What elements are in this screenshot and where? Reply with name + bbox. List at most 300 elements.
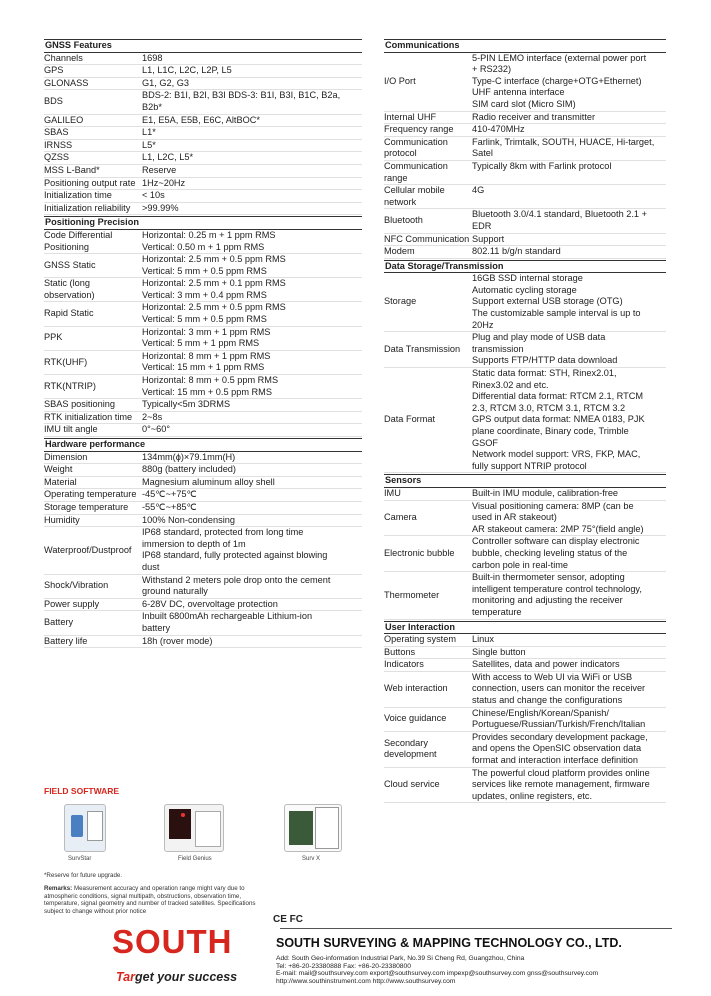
spec-label: QZSS (44, 152, 70, 163)
spec-label: Secondary development (384, 737, 437, 760)
spec-label: Waterproof/Dustproof (44, 544, 132, 555)
spec-label: SBAS (44, 127, 69, 138)
spec-row (384, 161, 666, 185)
spec-value-line: Type-C interface (charge+OTG+Ethernet) (472, 75, 642, 86)
spec-value-line: Vertical: 15 mm + 0.5 ppm RMS (142, 386, 272, 397)
phone-fax: Tel: +86-20-23380888 Fax: +86-20-23380800 (276, 962, 411, 970)
spec-label: GALILEO (44, 114, 84, 125)
south-logo: SOUTH (112, 923, 233, 960)
section-header-comms: Communications (384, 39, 666, 53)
spec-row (384, 137, 666, 161)
spec-value (472, 659, 666, 671)
spec-value-line: + RS232) (472, 64, 512, 75)
spec-label: Initialization reliability (44, 202, 131, 213)
spec-value-line: Controller software can display electronic (472, 536, 640, 547)
spec-label: GPS (44, 65, 64, 76)
spec-value-line: G1, G2, G3 (142, 77, 189, 88)
spec-row (44, 611, 362, 635)
spec-row (44, 412, 362, 425)
spec-label: Data Format (384, 414, 436, 425)
spec-row (44, 527, 362, 574)
spec-value-line: dust (142, 561, 160, 572)
spec-row (44, 375, 362, 399)
spec-value-line: Magnesium aluminum alloy shell (142, 476, 275, 487)
spec-row (384, 185, 666, 209)
spec-value-line: E1, E5A, E5B, E6C, AltBOC* (142, 114, 260, 125)
spec-value (142, 203, 362, 215)
spec-row (44, 78, 362, 91)
spec-value-line: -55℃~+85℃ (142, 501, 197, 512)
spec-row (384, 501, 666, 537)
spec-row (384, 672, 666, 708)
spec-label: Static (long observation) (44, 278, 95, 300)
spec-value-line: updates, online registers, etc. (472, 790, 593, 801)
spec-label: Initialization time (44, 190, 112, 201)
spec-row (384, 209, 666, 233)
spec-value (472, 185, 666, 208)
spec-row (44, 575, 362, 599)
section-header-precision: Positioning Precision (44, 216, 362, 230)
spec-label: NFC Communication (384, 233, 470, 244)
spec-row (44, 230, 362, 254)
spec-value-line: Radio receiver and transmitter (472, 111, 596, 122)
spec-value-line: battery (142, 622, 171, 633)
spec-label: Communication range (384, 160, 448, 183)
spec-label: SBAS positioning (44, 399, 115, 410)
spec-value-line: Differential data format: RTCM 2.1, RTCM (472, 391, 644, 402)
spec-value-line: B2b* (142, 101, 162, 112)
company-contact (276, 955, 598, 985)
surv-x-screenshot (284, 804, 342, 852)
spec-value (472, 246, 666, 258)
section-header-gnss: GNSS Features (44, 39, 362, 53)
spec-label: Modem (384, 246, 415, 257)
spec-value-line: Static data format: STH, Rinex2.01, (472, 368, 617, 379)
emails: E-mail: mail@southsurvey.com export@southsurvey.com impexp@southsurvey.com gnss@southsurvey.com (276, 970, 599, 978)
footnotes (44, 872, 274, 915)
spec-value (142, 424, 362, 436)
spec-value-line: -45℃~+75℃ (142, 489, 197, 500)
spec-value (142, 152, 362, 164)
spec-row (44, 599, 362, 612)
spec-value-line: GPS output data format: NMEA 0183, PJK (472, 414, 645, 425)
spec-value-line: temperature (472, 606, 522, 617)
spec-value-line: and opens the OpenSIC observation data (472, 743, 642, 754)
spec-row (44, 302, 362, 326)
spec-value-line: format and interaction interface definition (472, 755, 638, 766)
spec-value-line: 802.11 b/g/n standard (472, 246, 561, 257)
right-spec-column (384, 38, 666, 803)
spec-label: RTK(UHF) (44, 356, 88, 367)
spec-row (44, 515, 362, 528)
spec-value-line: Single button (472, 646, 526, 657)
spec-value-line: The powerful cloud platform provides online (472, 767, 650, 778)
spec-value (472, 161, 666, 184)
spec-row (44, 140, 362, 153)
spec-value-line: Satel (472, 148, 493, 159)
spec-value (142, 327, 362, 350)
spec-value-line: bubble, checking leveling status of the (472, 547, 628, 558)
spec-row (44, 489, 362, 502)
spec-value-line: With access to Web UI via WiFi or USB (472, 671, 633, 682)
spec-value-line: Bluetooth 3.0/4.1 standard, Bluetooth 2.1 + (472, 209, 647, 220)
spec-value (472, 647, 666, 659)
spec-label: Code Differential Positioning (44, 229, 113, 252)
spec-value-line: connection, users can monitor the receiver (472, 683, 646, 694)
spec-row (44, 327, 362, 351)
spec-value-line: L1* (142, 127, 156, 138)
spec-value (142, 254, 362, 277)
address: Add: South Geo-information Industrial Park, No.39 Si Cheng Rd, Guangzhou, China (276, 955, 525, 962)
spec-label: Frequency range (384, 124, 454, 135)
spec-label: Cellular mobile network (384, 185, 445, 207)
spec-value-line: < 10s (142, 190, 165, 201)
spec-value-line: 1Hz~20Hz (142, 177, 186, 188)
spec-value (472, 768, 666, 803)
spec-label: IMU (384, 487, 401, 498)
spec-row (384, 647, 666, 660)
spec-row (384, 536, 666, 572)
spec-value-line: Withstand 2 meters pole drop onto the cement (142, 574, 331, 585)
spec-row (44, 351, 362, 375)
spec-value (142, 78, 362, 90)
remarks (44, 885, 274, 915)
spec-value-line: Visual positioning camera: 8MP (can be (472, 500, 634, 511)
spec-value (142, 399, 362, 411)
field-software-title: FIELD SOFTWARE (44, 786, 120, 796)
spec-label: Communication protocol (384, 136, 448, 159)
spec-value-line: 410-470MHz (472, 124, 525, 135)
spec-value-line: immersion to depth of 1m (142, 538, 246, 549)
spec-row (384, 572, 666, 619)
spec-value (472, 572, 666, 618)
spec-label: GNSS Static (44, 259, 96, 270)
spec-value (142, 477, 362, 489)
spec-row (44, 165, 362, 178)
tagline: Target your success (116, 970, 238, 984)
spec-value-line: 134mm(ϕ)×79.1mm(H) (142, 451, 236, 462)
spec-value (142, 515, 362, 527)
spec-value-line: Rinex3.02 and etc. (472, 379, 549, 390)
spec-label: RTK(NTRIP) (44, 380, 96, 391)
spec-value-line: Vertical: 5 mm + 0.5 ppm RMS (142, 265, 267, 276)
spec-row (44, 254, 362, 278)
spec-value-line: SIM card slot (Micro SIM) (472, 98, 576, 109)
spec-row (44, 203, 362, 216)
certification-marks: CE FC (273, 914, 303, 925)
spec-value-line: Chinese/English/Korean/Spanish/ (472, 707, 609, 718)
spec-value (142, 527, 362, 573)
remarks-label: Remarks: (44, 885, 73, 893)
spec-value-line: Portuguese/Russian/Turkish/French/Italian (472, 719, 646, 730)
spec-row (44, 65, 362, 78)
spec-value-line: Horizontal: 8 mm + 0.5 ppm RMS (142, 375, 279, 386)
spec-label: Voice guidance (384, 713, 447, 724)
spec-value (142, 452, 362, 464)
spec-value-line: Horizontal: 0.25 m + 1 ppm RMS (142, 229, 276, 240)
spec-value-line: Vertical: 0.50 m + 1 ppm RMS (142, 241, 265, 252)
section-header-ui: User Interaction (384, 621, 666, 635)
spec-value (472, 332, 666, 367)
spec-label: Storage temperature (44, 501, 129, 512)
spec-label: GLONASS (44, 77, 89, 88)
spec-value (472, 732, 666, 767)
spec-row (44, 152, 362, 165)
spec-value-line: Linux (472, 634, 494, 645)
spec-label: Battery (44, 617, 74, 628)
spec-value-line: monitoring and adjusting the receiver (472, 595, 623, 606)
spec-value-line: 6-28V DC, overvoltage protection (142, 598, 278, 609)
spec-row (44, 53, 362, 66)
spec-value (142, 611, 362, 634)
spec-row (44, 127, 362, 140)
spec-value-line: Vertical: 15 mm + 1 ppm RMS (142, 362, 265, 373)
spec-value-line: Horizontal: 2.5 mm + 0.5 ppm RMS (142, 302, 286, 313)
spec-label: Web interaction (384, 683, 448, 694)
spec-label: IMU tilt angle (44, 424, 98, 435)
spec-label: Camera (384, 512, 417, 523)
spec-value (142, 165, 362, 177)
spec-row (384, 732, 666, 768)
spec-value (142, 412, 362, 424)
spec-value-line: 20Hz (472, 319, 494, 330)
spec-label: Bluetooth (384, 215, 423, 226)
spec-value-line: The customizable sample interval is up to (472, 308, 641, 319)
spec-value (142, 575, 362, 598)
spec-value-line: Built-in thermometer sensor, adopting (472, 572, 625, 583)
spec-label: Rapid Static (44, 308, 94, 319)
spec-value-line: 2~8s (142, 411, 163, 422)
spec-value (142, 599, 362, 611)
spec-value-line: >99.99% (142, 202, 179, 213)
spec-value (142, 351, 362, 374)
spec-label: Electronic bubble (384, 547, 455, 558)
app-label-surv-x: Surv X (302, 855, 321, 862)
spec-value-line: Reserve (142, 164, 177, 175)
spec-value-line: intelligent temperature control technology, (472, 583, 642, 594)
spec-value (142, 178, 362, 190)
spec-row (384, 488, 666, 501)
spec-value (142, 230, 362, 253)
spec-row (44, 278, 362, 302)
spec-value-line: fully support NTRIP protocol (472, 460, 587, 471)
spec-value-line: 0°~60° (142, 424, 171, 435)
spec-value-line: IP68 standard, protected from long time (142, 527, 304, 538)
spec-value (142, 127, 362, 139)
spec-value (472, 488, 666, 500)
spec-row (384, 768, 666, 804)
spec-value-line: Vertical: 3 mm + 0.4 ppm RMS (142, 289, 267, 300)
app-label-survstar: SurvStar (68, 855, 92, 862)
spec-label: Weight (44, 464, 73, 475)
spec-row (384, 659, 666, 672)
spec-value (472, 368, 666, 472)
section-header-hardware: Hardware performance (44, 438, 362, 452)
spec-value (472, 124, 666, 136)
spec-value-line: Typically<5m 3DRMS (142, 399, 231, 410)
spec-value-line: status and change the configurations (472, 695, 623, 706)
spec-value-line: 16GB SSD internal storage (472, 273, 583, 284)
spec-value-line: Supports FTP/HTTP data download (472, 355, 618, 366)
remarks-text: Measurement accuracy and operation range might vary due to atmospheric conditions, signal multipath, obstructions, observation time, temperature, signal geometry and number of tracked satellites. Specifications subject to change without prior notice (44, 885, 256, 915)
spec-label: Data Transmission (384, 343, 461, 354)
websites: http://www.southinstrument.com http://www.southsurvey.com (276, 977, 456, 985)
spec-value-line: used in AR stakeout) (472, 512, 557, 523)
spec-value-line: L5* (142, 139, 156, 150)
spec-value-line: Farlink, Trimtalk, SOUTH, HUACE, Hi-target, (472, 136, 655, 147)
spec-value-line: 5-PIN LEMO interface (external power port (472, 52, 647, 63)
spec-label: Positioning output rate (44, 177, 136, 188)
spec-value-line: Vertical: 5 mm + 0.5 ppm RMS (142, 314, 267, 325)
spec-row (384, 273, 666, 332)
company-name: SOUTH SURVEYING & MAPPING TECHNOLOGY CO., LTD. (276, 936, 622, 950)
spec-row (44, 477, 362, 490)
spec-value-line: BDS-2: B1I, B2I, B3I BDS-3: B1I, B3I, B1C, B2a, (142, 90, 341, 101)
spec-label: I/O Port (384, 75, 416, 86)
spec-value-line: Plug and play mode of USB data (472, 332, 606, 343)
spec-value-line: GSOF (472, 437, 499, 448)
spec-value (142, 302, 362, 325)
spec-value-line: IP68 standard, fully protected against blowing (142, 550, 328, 561)
footer-divider (280, 928, 672, 929)
spec-row (384, 124, 666, 137)
spec-value-line: services like remote management, firmware (472, 779, 650, 790)
spec-value-line: 880g (battery included) (142, 464, 236, 475)
section-header-sensors: Sensors (384, 474, 666, 488)
spec-value-line: L1, L1C, L2C, L2P, L5 (142, 65, 232, 76)
spec-label: PPK (44, 332, 63, 343)
spec-value (142, 502, 362, 514)
spec-value-line: Inbuilt 6800mAh rechargeable Lithium-ion (142, 611, 313, 622)
spec-row (384, 234, 666, 247)
spec-value (142, 65, 362, 77)
spec-value (142, 190, 362, 202)
spec-value-line: Horizontal: 2.5 mm + 0.5 ppm RMS (142, 254, 286, 265)
spec-value (472, 634, 666, 646)
spec-value (472, 273, 666, 331)
spec-label: Power supply (44, 598, 100, 609)
spec-value-line: Automatic cycling storage (472, 284, 577, 295)
section-header-storage: Data Storage/Transmission (384, 260, 666, 274)
spec-value-line: Typically 8km with Farlink protocol (472, 160, 612, 171)
spec-row (44, 115, 362, 128)
spec-row (44, 452, 362, 465)
spec-label: BDS (44, 96, 63, 107)
spec-value-line: plane coordinate, Binary code, Trimble (472, 426, 629, 436)
spec-value-line: 4G (472, 185, 485, 196)
spec-row (384, 246, 666, 259)
spec-value-line: ground naturally (142, 586, 208, 597)
spec-value-line: Provides secondary development package, (472, 731, 648, 742)
spec-value-line: 18h (rover mode) (142, 635, 213, 646)
spec-value-line: 1698 (142, 52, 163, 63)
spec-row (44, 424, 362, 437)
spec-value-line: AR stakeout camera: 2MP 75°(field angle) (472, 523, 644, 534)
spec-value (142, 464, 362, 476)
spec-label: Indicators (384, 659, 424, 670)
spec-row (44, 464, 362, 477)
spec-row (384, 368, 666, 473)
spec-value (472, 501, 666, 536)
spec-value-line: Horizontal: 2.5 mm + 0.1 ppm RMS (142, 278, 286, 289)
spec-value-line: EDR (472, 220, 492, 231)
spec-value-line: Horizontal: 3 mm + 1 ppm RMS (142, 326, 271, 337)
spec-label: Channels (44, 52, 83, 63)
spec-value-line: L1, L2C, L5* (142, 152, 194, 163)
spec-value-line: Support (472, 233, 505, 244)
spec-row (44, 90, 362, 114)
spec-value-line: transmission (472, 343, 524, 354)
spec-value (142, 278, 362, 301)
spec-value-line: Support external USB storage (OTG) (472, 296, 623, 307)
spec-label: Internal UHF (384, 111, 437, 122)
spec-label: Shock/Vibration (44, 580, 109, 591)
spec-row (44, 502, 362, 515)
spec-label: Battery life (44, 635, 88, 646)
spec-value (142, 140, 362, 152)
spec-label: RTK initialization time (44, 411, 133, 422)
spec-value-line: UHF antenna interface (472, 87, 565, 98)
spec-row (384, 112, 666, 125)
spec-value (142, 90, 362, 113)
spec-label: Cloud service (384, 779, 440, 790)
spec-value (142, 489, 362, 501)
spec-value-line: 100% Non-condensing (142, 514, 235, 525)
field-software-section (44, 786, 364, 864)
spec-value-line: Satellites, data and power indicators (472, 659, 620, 670)
spec-value (472, 53, 666, 111)
spec-label: Thermometer (384, 589, 440, 600)
spec-label: Operating temperature (44, 489, 137, 500)
app-label-field-genius: Field Genius (178, 855, 212, 862)
spec-value (472, 536, 666, 571)
spec-label: Storage (384, 296, 417, 307)
spec-value-line: 2.3, RTCM 3.0, RTCM 3.1, RTCM 3.2 (472, 402, 626, 413)
spec-value (472, 672, 666, 707)
spec-label: Dimension (44, 451, 88, 462)
spec-value (472, 137, 666, 160)
spec-value (472, 708, 666, 731)
spec-row (384, 634, 666, 647)
spec-value-line: Vertical: 5 mm + 1 ppm RMS (142, 338, 260, 349)
spec-value-line: Horizontal: 8 mm + 1 ppm RMS (142, 350, 271, 361)
spec-label: Buttons (384, 646, 416, 657)
reserve-footnote: *Reserve for future upgrade. (44, 872, 123, 879)
spec-row (384, 53, 666, 112)
spec-row (384, 332, 666, 368)
spec-value-line: carbon pole in real-time (472, 559, 569, 570)
spec-row (44, 178, 362, 191)
left-spec-column (44, 38, 362, 648)
spec-value (472, 209, 666, 232)
field-software-screenshots (44, 804, 364, 864)
spec-value (472, 234, 666, 246)
survstar-screenshot (64, 804, 106, 852)
spec-value-line: Network model support: VRS, FKP, MAC, (472, 449, 641, 460)
spec-label: IRNSS (44, 139, 73, 150)
spec-value (142, 53, 362, 65)
spec-value-line: Built-in IMU module, calibration-free (472, 487, 619, 498)
spec-row (44, 636, 362, 649)
spec-label: Operating system (384, 634, 456, 645)
spec-row (44, 399, 362, 412)
spec-row (384, 708, 666, 732)
spec-value (472, 112, 666, 124)
spec-row (44, 190, 362, 203)
field-genius-screenshot (164, 804, 224, 852)
spec-value (142, 636, 362, 648)
spec-label: Humidity (44, 514, 80, 525)
